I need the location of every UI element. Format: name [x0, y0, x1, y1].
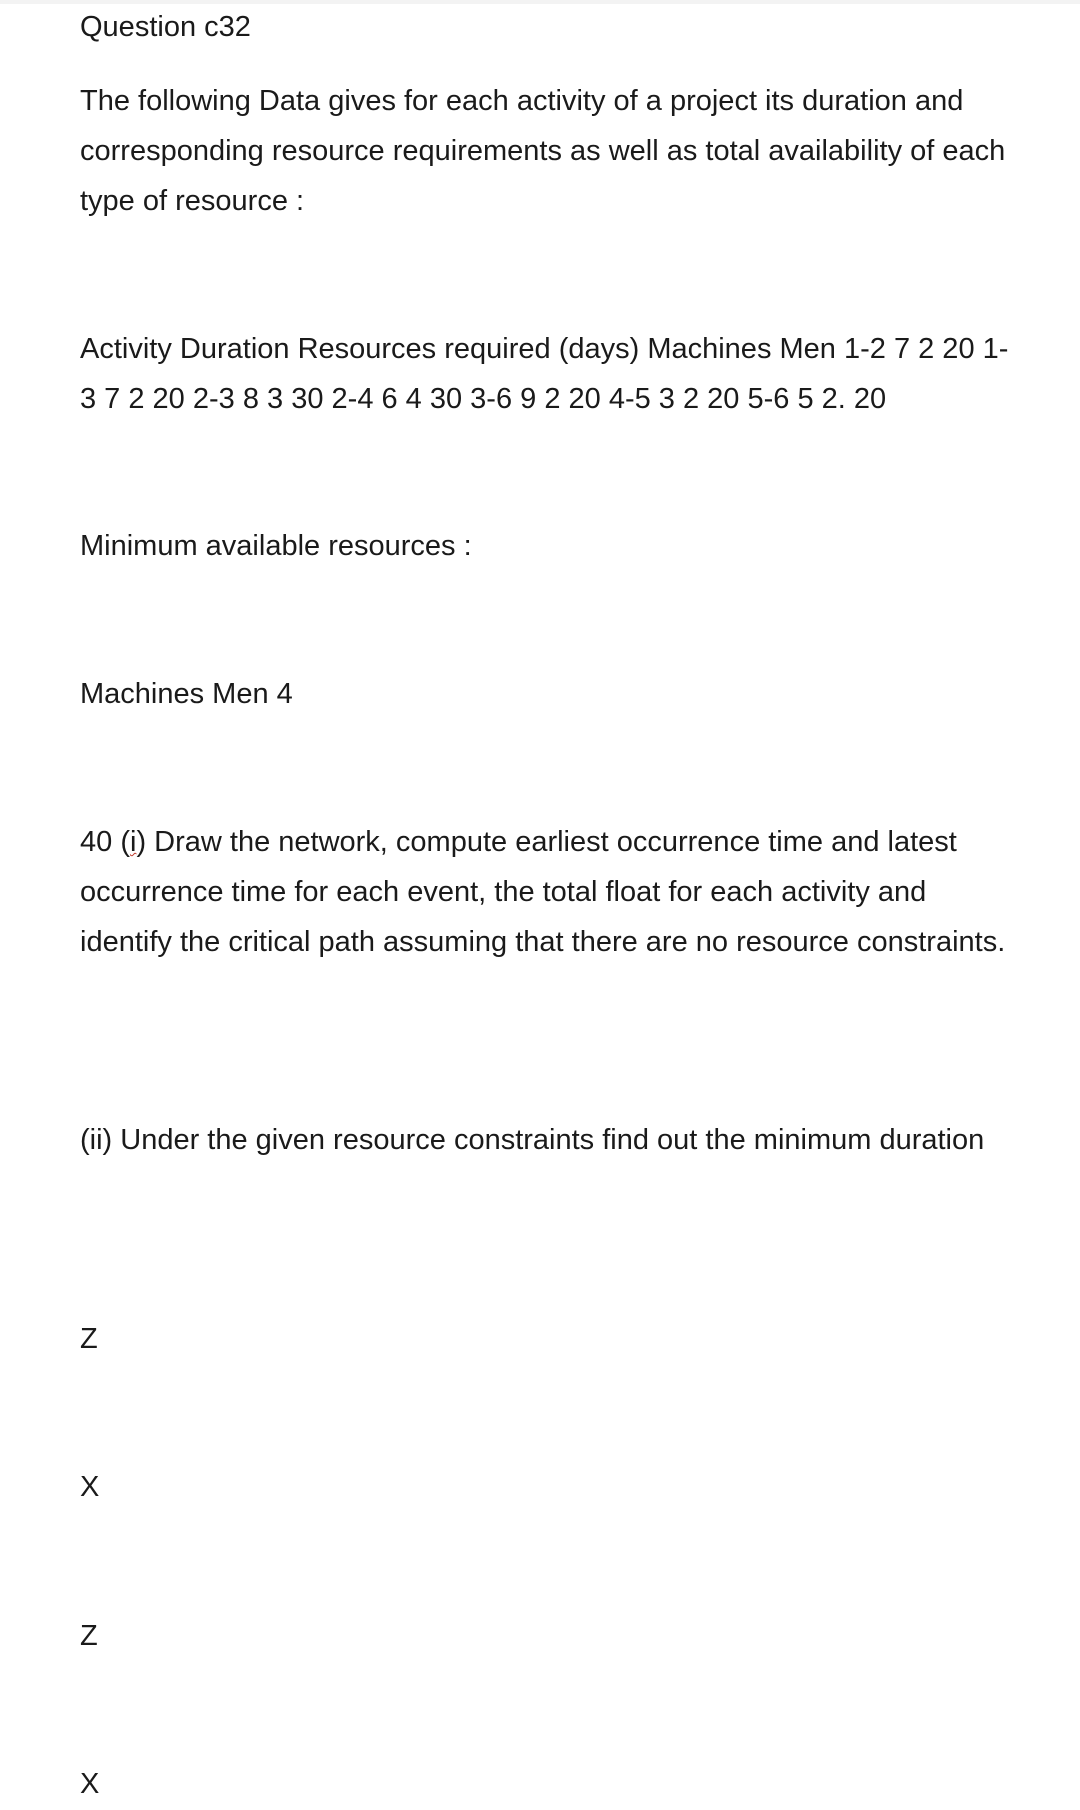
- part-i-text: ) Draw the network, compute earliest occurrence time and latest occurrence time for each event, the total float for each activity and identify the critical path assuming that there are no resource constraints.: [80, 826, 1006, 958]
- part-i-prefix: 40 (: [80, 826, 130, 858]
- minimum-resources-label: Minimum available resources :: [80, 530, 472, 562]
- part-i-roman-numeral: i: [129, 826, 137, 858]
- resources-line: Machines Men 4: [80, 678, 293, 710]
- trailing-mark: Z: [80, 1620, 98, 1652]
- question-intro: The following Data gives for each activity of a project its duration and corresponding resource requirements as well as total availability of each type of resource :: [80, 85, 1006, 217]
- activity-table-text: Activity Duration Resources required (days) Machines Men 1-2 7 2 20 1-3 7 2 20 2-3 8 3 30 2-4 6 4 30 3-6 9 2 20 4-5 3 2 20 5-6 5 2. 20: [80, 333, 1009, 415]
- trailing-mark: X: [80, 1768, 100, 1800]
- part-i-question: [80, 817, 1020, 967]
- question-title: Question c32: [80, 11, 251, 43]
- part-ii-question: (ii) Under the given resource constraints find out the minimum duration: [80, 1124, 985, 1156]
- trailing-mark: X: [80, 1471, 100, 1503]
- trailing-mark: Z: [80, 1323, 98, 1355]
